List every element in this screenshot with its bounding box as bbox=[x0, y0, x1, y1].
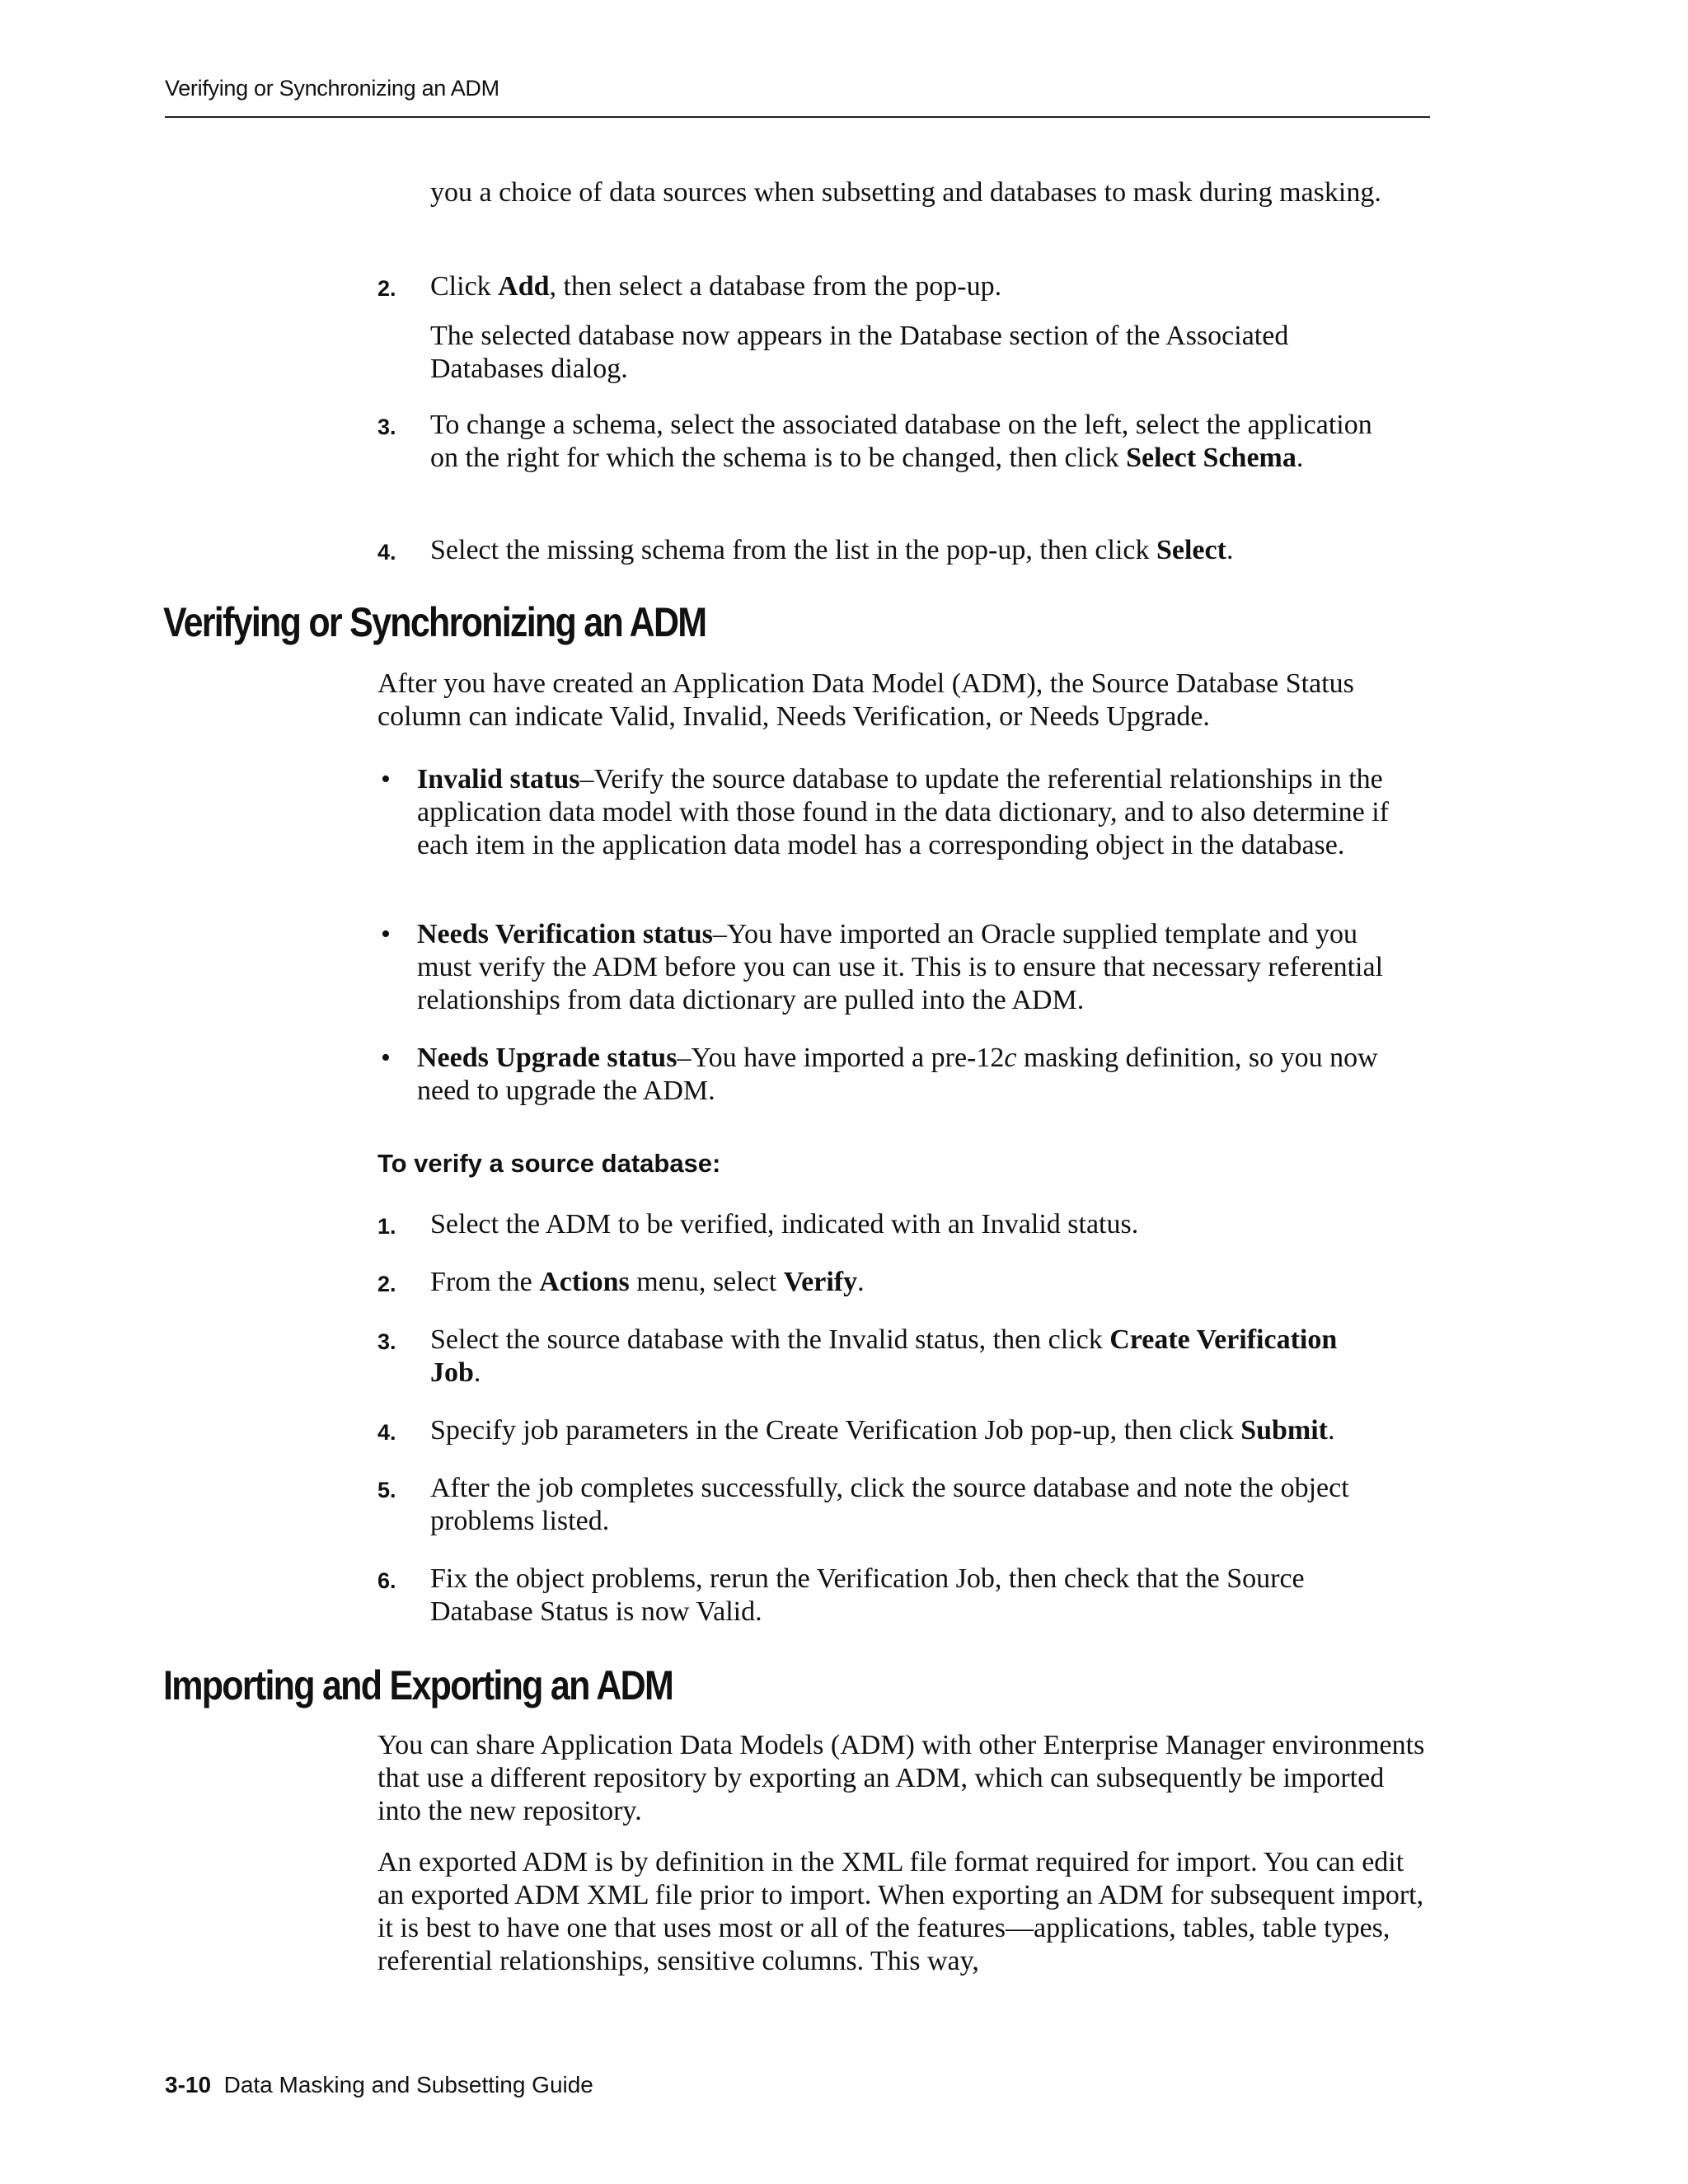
step-number: 4. bbox=[377, 540, 396, 565]
ui-label-actions: Actions bbox=[539, 1267, 630, 1297]
continuation-text: you a choice of data sources when subsetting and databases to mask during masking. bbox=[430, 177, 1381, 208]
step-number: 4. bbox=[377, 1420, 396, 1445]
step-note: The selected database now appears in the Database section of the Associated Databases dialog. bbox=[430, 321, 1289, 384]
step-text: From the Actions menu, select Verify. bbox=[430, 1267, 865, 1297]
section2-para-1: You can share Application Data Models (ADM) with other Enterprise Manager environments that use a different repository by exporting an ADM, which can subsequently be imported into the new repository. bbox=[377, 1730, 1425, 1826]
book-title: Data Masking and Subsetting Guide bbox=[223, 2072, 593, 2097]
ui-label-verify: Verify bbox=[783, 1267, 858, 1297]
bullet-text: Needs Upgrade status–You have imported a pre-12c masking definition, so you now need to upgrade the ADM. bbox=[417, 1043, 1378, 1106]
step-number: 2. bbox=[377, 1272, 396, 1296]
procedure-heading: To verify a source database: bbox=[377, 1149, 721, 1178]
section-heading-importing: Importing and Exporting an ADM bbox=[163, 1662, 673, 1708]
step-text: Select the missing schema from the list in the pop-up, then click Select. bbox=[430, 535, 1234, 565]
section1-intro: After you have created an Application Data Model (ADM), the Source Database Status column can indicate Valid, Invalid, Needs Verification, or Needs Upgrade. bbox=[377, 668, 1354, 732]
bullet-icon: • bbox=[381, 764, 391, 794]
step-number: 3. bbox=[377, 1329, 396, 1354]
ui-label-select-schema: Select Schema bbox=[1126, 443, 1296, 473]
bullet-text: Needs Verification status–You have imported an Oracle supplied template and you must verify the ADM before you can use it. This is to ensure that necessary referential relationships from data dictionary are pulled into the ADM. bbox=[417, 919, 1384, 1015]
step-number: 6. bbox=[377, 1568, 396, 1593]
page-number: 3-10 bbox=[165, 2072, 212, 2097]
step-number: 2. bbox=[377, 276, 396, 301]
bullet-icon: • bbox=[381, 919, 391, 949]
ui-label-add: Add bbox=[498, 271, 550, 302]
ui-label-submit: Submit bbox=[1240, 1415, 1329, 1446]
bullet-text: Invalid status–Verify the source database to update the referential relationships in the application data model with those found in the data dictionary, and to also determine if each item in the application data model has a corresponding object in the database. bbox=[417, 764, 1389, 860]
step-text: Click Add, then select a database from the pop-up. bbox=[430, 271, 1002, 302]
page-footer bbox=[165, 2072, 593, 2098]
step-text: To change a schema, select the associated database on the left, select the application on the right for which the schema is to be changed, then click Select Schema. bbox=[430, 410, 1372, 473]
step-number: 1. bbox=[377, 1214, 396, 1239]
bullet-icon: • bbox=[381, 1043, 391, 1073]
running-header: Verifying or Synchronizing an ADM bbox=[165, 76, 499, 101]
step-text: Select the ADM to be verified, indicated with an Invalid status. bbox=[430, 1209, 1139, 1240]
ui-label-select: Select bbox=[1156, 535, 1226, 565]
step-number: 5. bbox=[377, 1478, 396, 1502]
step-text: Fix the object problems, rerun the Verification Job, then check that the Source Database Status is now Valid. bbox=[430, 1563, 1305, 1627]
step-text: Select the source database with the Invalid status, then click Create Verification Job. bbox=[430, 1324, 1338, 1388]
step-number: 3. bbox=[377, 415, 396, 439]
ui-label-create-verification-job: Create Verification Job bbox=[430, 1324, 1338, 1388]
header-rule bbox=[165, 116, 1430, 118]
step-text: After the job completes successfully, click the source database and note the object problems listed. bbox=[430, 1473, 1349, 1536]
section-heading-verifying: Verifying or Synchronizing an ADM bbox=[163, 599, 706, 645]
section2-para-2: An exported ADM is by definition in the XML file format required for import. You can edit an exported ADM XML file prior to import. When exporting an ADM for subsequent import, it is best to have one that uses most or all of the features—applications, tables, table types, referential relationships, sensitive columns. This way, bbox=[377, 1847, 1424, 1976]
step-text: Specify job parameters in the Create Verification Job pop-up, then click Submit. bbox=[430, 1415, 1335, 1446]
